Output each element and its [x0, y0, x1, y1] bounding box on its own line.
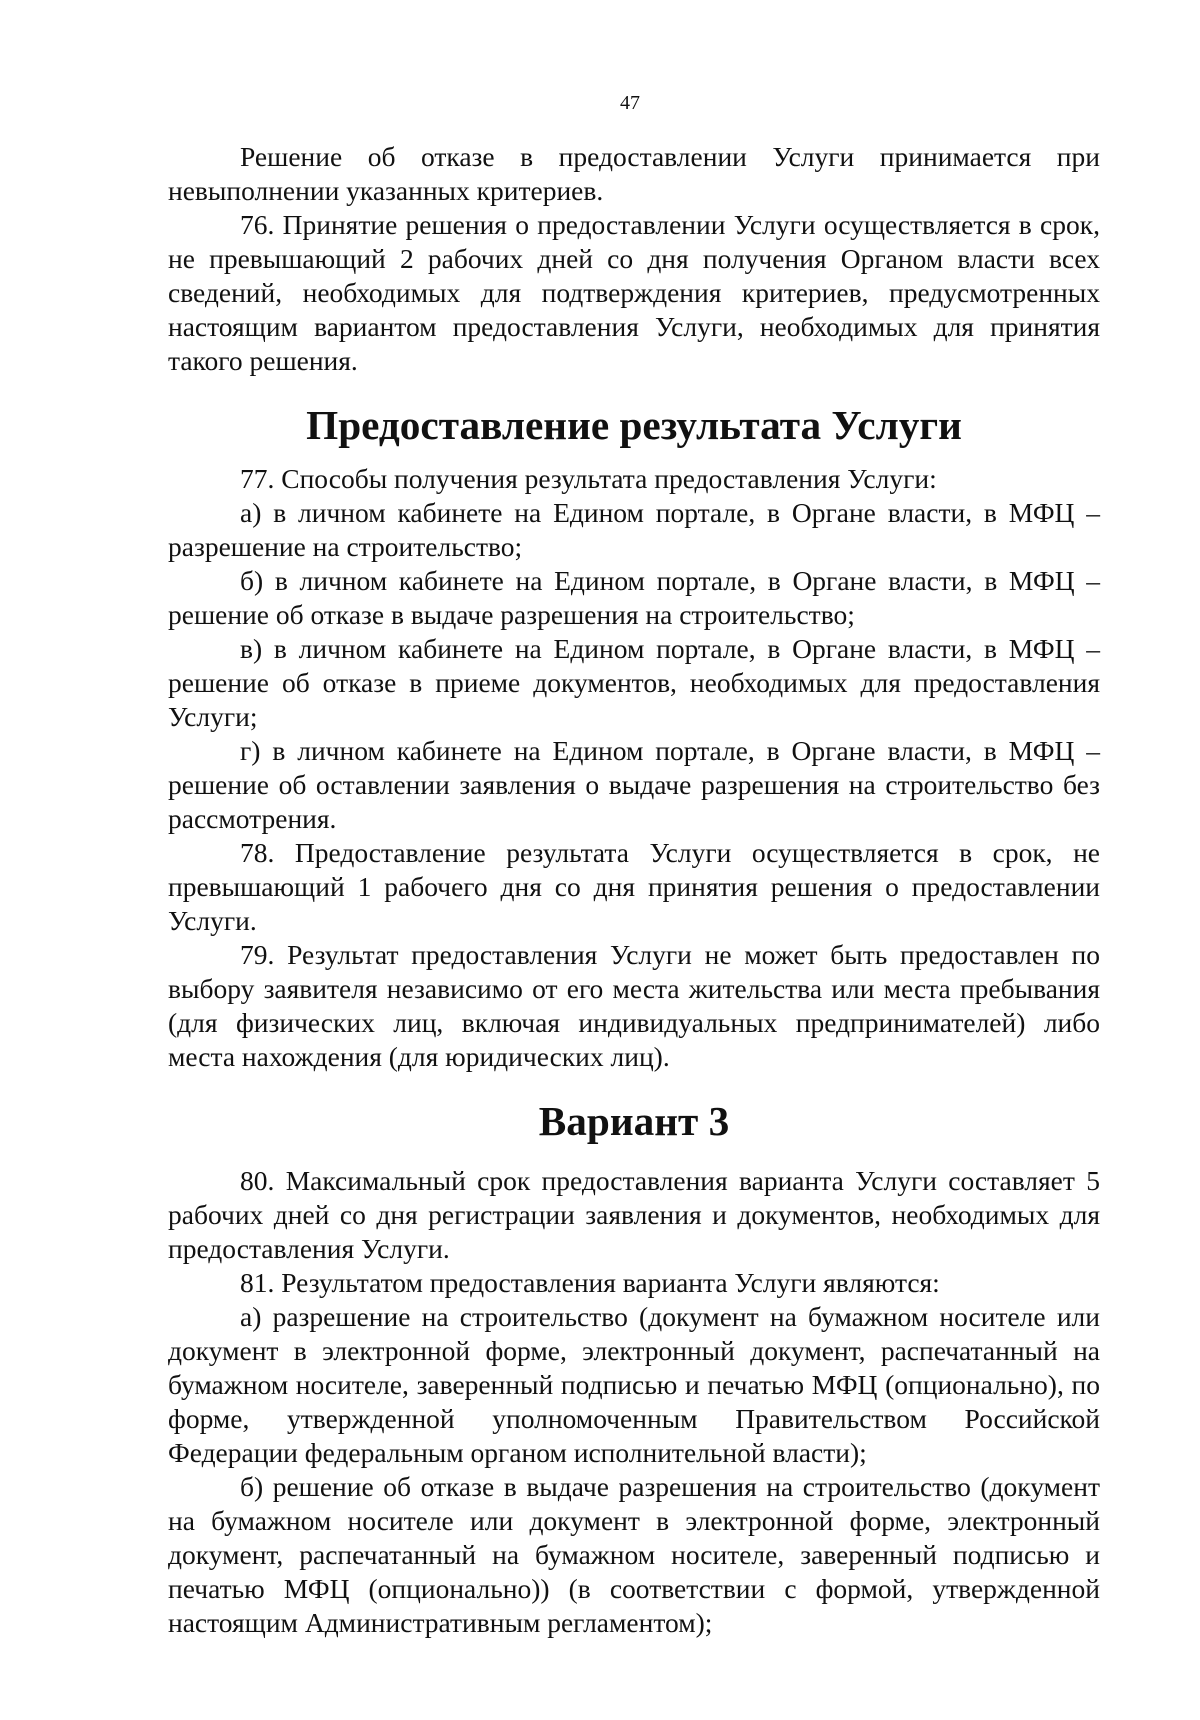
- paragraph-77-g: г) в личном кабинете на Едином портале, в Органе власти, в МФЦ – решение об оставлении заявления о выдаче разрешения на строительство без рассмотрения.: [168, 735, 1100, 834]
- paragraph-76: 76. Принятие решения о предоставлении Услуги осуществляется в срок, не превышающий 2 рабочих дней со дня получения Органом власти всех сведений, необходимых для подтверждения критериев, предусмотренных настоящим вариантом предоставления Услуги, необходимых для принятия такого решения.: [168, 209, 1100, 376]
- paragraph-rejection-decision: Решение об отказе в предоставлении Услуги принимается при невыполнении указанных критериев.: [168, 141, 1100, 206]
- paragraph-77-a: а) в личном кабинете на Едином портале, в Органе власти, в МФЦ – разрешение на строительство;: [168, 497, 1100, 562]
- paragraph-80: 80. Максимальный срок предоставления варианта Услуги составляет 5 рабочих дней со дня регистрации заявления и документов, необходимых для предоставления Услуги.: [168, 1165, 1100, 1264]
- page-number: 47: [620, 92, 640, 114]
- paragraph-77-v: в) в личном кабинете на Едином портале, в Органе власти, в МФЦ – решение об отказе в приеме документов, необходимых для предоставления Услуги;: [168, 633, 1100, 732]
- paragraph-77: 77. Способы получения результата предоставления Услуги:: [240, 463, 937, 494]
- section-heading-variant-3: Вариант 3: [538, 1098, 730, 1144]
- paragraph-77-b: б) в личном кабинете на Едином портале, в Органе власти, в МФЦ – решение об отказе в выдаче разрешения на строительство;: [168, 565, 1100, 630]
- paragraph-79: 79. Результат предоставления Услуги не может быть предоставлен по выбору заявителя независимо от его места жительства или места пребывания (для физических лиц, включая индивидуальных предпринимателей) либо места нахождения (для юридических лиц).: [168, 939, 1100, 1072]
- paragraph-81: 81. Результатом предоставления варианта Услуги являются:: [240, 1267, 940, 1298]
- paragraph-81-b: б) решение об отказе в выдаче разрешения на строительство (документ на бумажном носителе или документ в электронной форме, электронный документ, распечатанный на бумажном носителе, заверенный подписью и печатью МФЦ (опционально)) (в соответствии с формой, утвержденной настоящим Административным регламентом);: [168, 1471, 1100, 1638]
- document-body: [168, 140, 1100, 1640]
- paragraph-78: 78. Предоставление результата Услуги осуществляется в срок, не превышающий 1 рабочего дня со дня принятия решения о предоставлении Услуги.: [168, 837, 1100, 936]
- section-heading-result: Предоставление результата Услуги: [306, 402, 962, 448]
- paragraph-81-a: а) разрешение на строительство (документ на бумажном носителе или документ в электронной форме, электронный документ, распечатанный на бумажном носителе, заверенный подписью и печатью МФЦ (опционально), по форме, утвержденной уполномоченным Правительством Российской Федерации федеральным органом исполнительной власти);: [168, 1301, 1100, 1468]
